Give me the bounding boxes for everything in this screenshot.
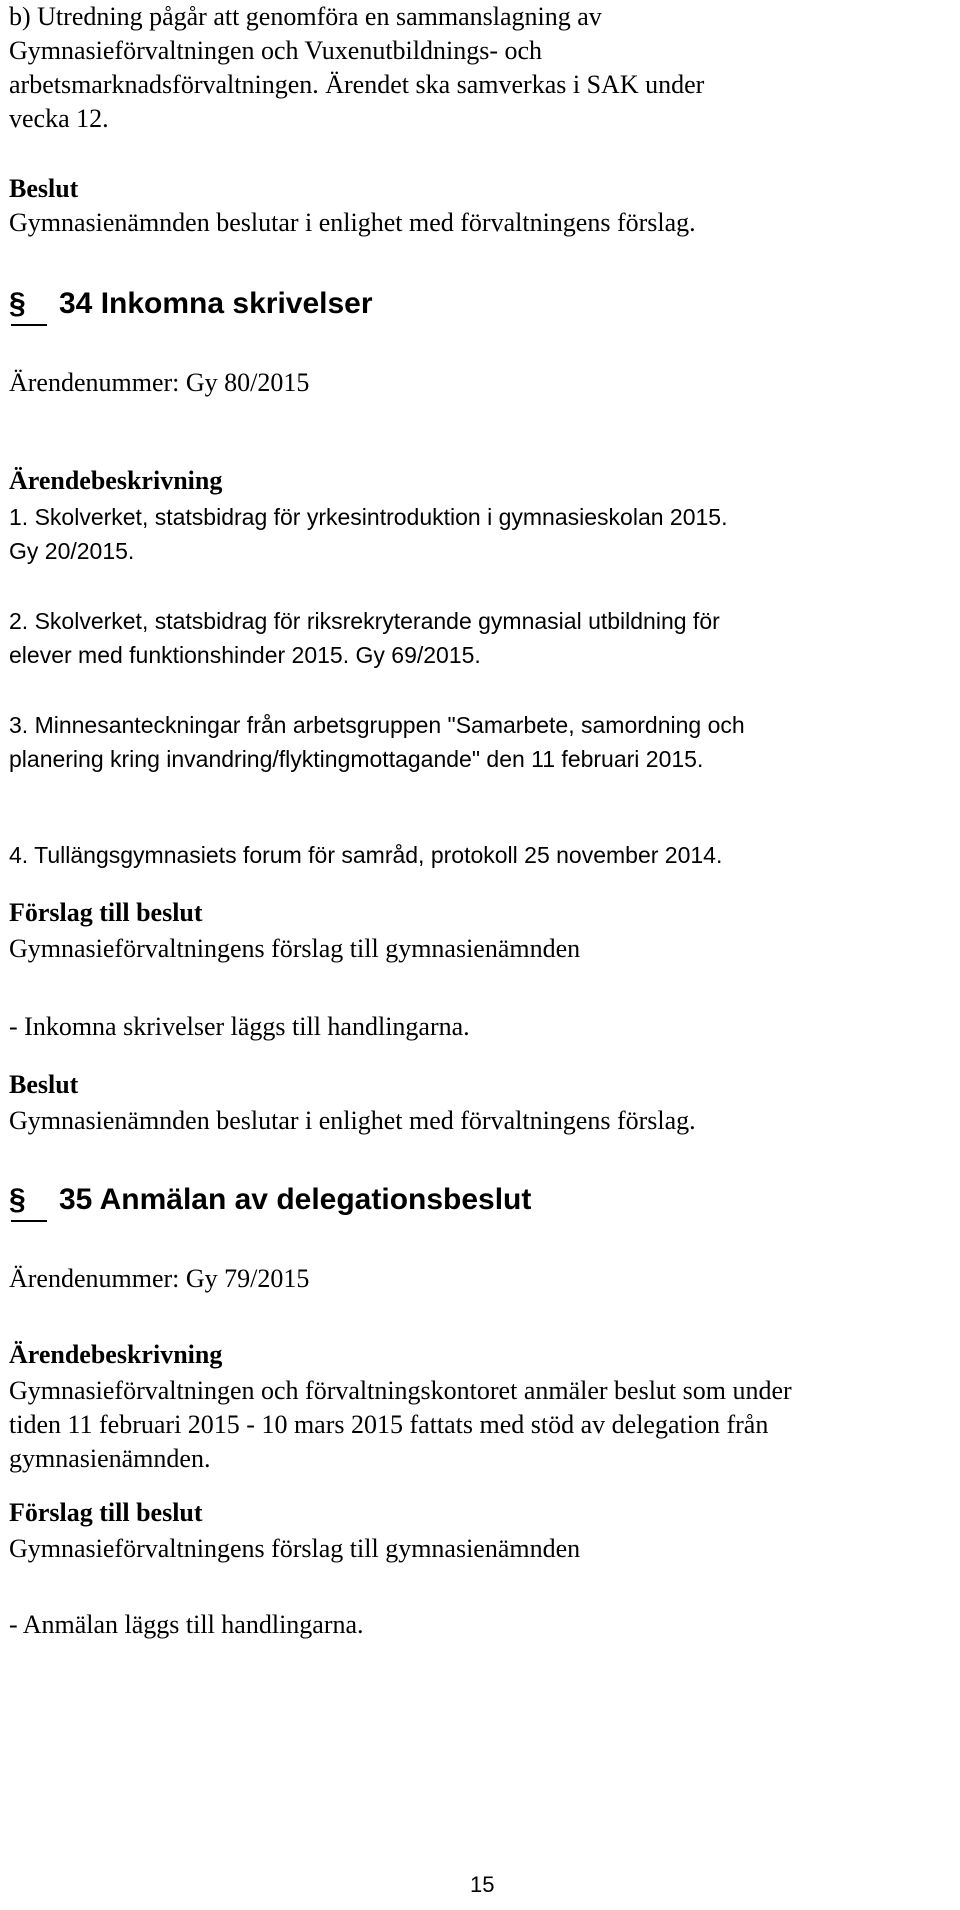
description-text <box>9 1374 954 1476</box>
case-number: Ärendenummer: Gy 80/2015 <box>9 368 310 397</box>
section-symbol: § <box>9 286 59 322</box>
list-item <box>9 500 954 568</box>
proposal-text: Gymnasieförvaltningens förslag till gymnasienämnden <box>9 1534 581 1563</box>
description-heading: Ärendebeskrivning <box>9 466 223 495</box>
section-title: 34 Inkomna skrivelser <box>59 287 373 320</box>
section-title: 35 Anmälan av delegationsbeslut <box>59 1183 532 1216</box>
proposal-text: Gymnasieförvaltningens förslag till gymnasienämnden <box>9 934 581 963</box>
beslut-text: Gymnasienämnden beslutar i enlighet med förvaltningens förslag. <box>9 1106 696 1135</box>
section-symbol: § <box>9 1182 59 1218</box>
item-line: 2. Skolverket, statsbidrag för riksrekryterande gymnasial utbildning för <box>9 608 720 634</box>
item-line: elever med funktionshinder 2015. Gy 69/2015. <box>9 642 481 668</box>
text-line: gymnasienämnden. <box>9 1444 211 1473</box>
item-line: Gy 20/2015. <box>9 538 135 564</box>
text-line: tiden 11 februari 2015 - 10 mars 2015 fattats med stöd av delegation från <box>9 1410 769 1439</box>
item-line: planering kring invandring/flyktingmottagande" den 11 februari 2015. <box>9 746 704 772</box>
list-item <box>9 604 954 672</box>
text-line: Gymnasieförvaltningen och förvaltningskontoret anmäler beslut som under <box>9 1376 792 1405</box>
paragraph-b <box>9 0 954 136</box>
beslut-heading: Beslut <box>9 1070 79 1099</box>
description-heading: Ärendebeskrivning <box>9 1340 223 1369</box>
proposal-heading: Förslag till beslut <box>9 898 203 927</box>
proposal-heading: Förslag till beslut <box>9 1498 203 1527</box>
beslut-text: Gymnasienämnden beslutar i enlighet med förvaltningens förslag. <box>9 208 696 237</box>
beslut-heading: Beslut <box>9 174 79 203</box>
list-item <box>9 838 954 872</box>
proposal-item: - Anmälan läggs till handlingarna. <box>9 1610 364 1639</box>
item-line: 4. Tullängsgymnasiets forum för samråd, protokoll 25 november 2014. <box>9 842 723 868</box>
text-line: b) Utredning pågår att genomföra en sammanslagning av <box>9 2 602 31</box>
list-item <box>9 708 954 776</box>
proposal-item: - Inkomna skrivelser läggs till handlingarna. <box>9 1012 470 1041</box>
text-line: arbetsmarknadsförvaltningen. Ärendet ska samverkas i SAK under <box>9 70 705 99</box>
case-number: Ärendenummer: Gy 79/2015 <box>9 1264 310 1293</box>
page-number: 15 <box>470 1872 495 1897</box>
text-line: Gymnasieförvaltningen och Vuxenutbildnings- och <box>9 36 543 65</box>
section-heading-34 <box>9 286 373 322</box>
item-line: 3. Minnesanteckningar från arbetsgruppen "Samarbete, samordning och <box>9 712 745 738</box>
item-line: 1. Skolverket, statsbidrag för yrkesintroduktion i gymnasieskolan 2015. <box>9 504 728 530</box>
section-heading-35 <box>9 1182 531 1218</box>
text-line: vecka 12. <box>9 104 109 133</box>
